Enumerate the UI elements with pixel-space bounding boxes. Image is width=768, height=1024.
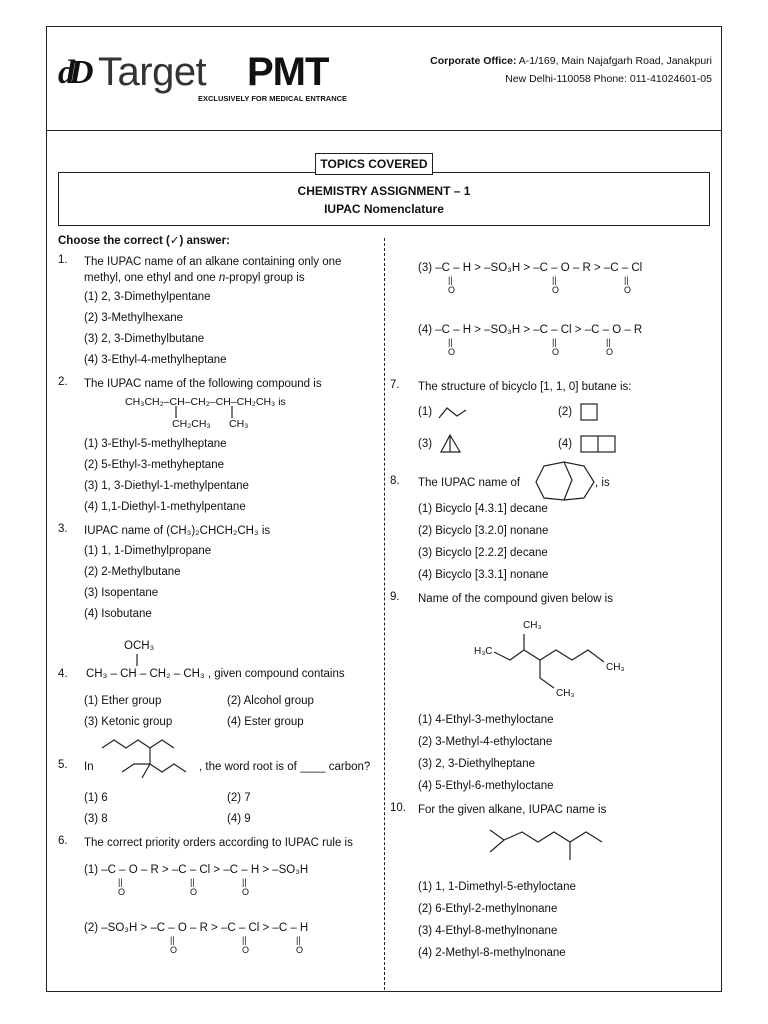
q6-opt2-carbonyl-1: || O	[170, 935, 178, 955]
q7-option-4[interactable]: (4)	[558, 438, 573, 450]
q6-opt3-carbonyl-2: || O	[552, 275, 560, 295]
q2-sub-methyl: CH₃	[229, 418, 249, 430]
q4-bond	[134, 654, 140, 668]
q8-option-1[interactable]: (1) Bicyclo [4.3.1] decane	[418, 503, 548, 515]
q5-option-4[interactable]: (4) 9	[227, 813, 251, 825]
q2-formula: CH₃CH₂–CH–CH₂–CH–CH₂CH₃ is	[125, 396, 286, 408]
q2-text: The IUPAC name of the following compound is	[84, 378, 322, 390]
q2-number: 2.	[58, 376, 68, 388]
q9-label-ch3-bottom: CH₃	[556, 688, 575, 699]
q7-opt3-bicyclic-triangle	[440, 434, 462, 454]
q9-text: Name of the compound given below is	[418, 593, 613, 605]
q9-option-1[interactable]: (1) 4-Ethyl-3-methyloctane	[418, 714, 554, 726]
q5-post: , the word root is of ____ carbon?	[199, 761, 371, 773]
q1-line2c: -propyl group is	[225, 272, 305, 284]
q1-option-4[interactable]: (4) 3-Ethyl-4-methylheptane	[84, 354, 227, 366]
logo-pmt: PMT	[247, 50, 329, 94]
q7-opt1-zigzag	[438, 404, 468, 420]
q3-number: 3.	[58, 523, 68, 535]
q3-option-3[interactable]: (3) Isopentane	[84, 587, 159, 599]
logo-mark: dD	[58, 54, 88, 91]
q2-option-1[interactable]: (1) 3-Ethyl-5-methylheptane	[84, 438, 227, 450]
office-label: Corporate Office:	[430, 55, 517, 67]
q9-option-4[interactable]: (4) 5-Ethyl-6-methyloctane	[418, 780, 554, 792]
q10-skeletal-structure	[488, 826, 612, 866]
q8-bicyclic-structure	[532, 460, 598, 502]
q10-text: For the given alkane, IUPAC name is	[418, 804, 607, 816]
q8-post: , is	[595, 477, 610, 489]
q6-option-2[interactable]: (2) –SO₃H > –C – O – R > –C – Cl > –C – H	[84, 922, 309, 934]
q10-option-4[interactable]: (4) 2-Methyl-8-methylnonane	[418, 947, 566, 959]
q4-number: 4.	[58, 668, 68, 680]
q8-option-2[interactable]: (2) Bicyclo [3.2.0] nonane	[418, 525, 549, 537]
q7-number: 7.	[390, 379, 400, 391]
q2-option-4[interactable]: (4) 1,1-Diethyl-1-methylpentane	[84, 501, 246, 513]
q6-opt4-carbonyl-3: || O	[606, 337, 614, 357]
q5-option-2[interactable]: (2) 7	[227, 792, 251, 804]
q6-opt3-carbonyl-1: || O	[448, 275, 456, 295]
q7-text: The structure of bicyclo [1, 1, 0] butane is:	[418, 381, 632, 393]
q8-pre: The IUPAC name of	[418, 477, 521, 489]
q1-option-2[interactable]: (2) 3-Methylhexane	[84, 312, 184, 324]
q1-number: 1.	[58, 254, 68, 266]
q9-label-ch3-right: CH₃	[606, 662, 625, 673]
q8-option-3[interactable]: (3) Bicyclo [2.2.2] decane	[418, 547, 548, 559]
q1-option-1[interactable]: (1) 2, 3-Dimethylpentane	[84, 291, 211, 303]
assignment-title: CHEMISTRY ASSIGNMENT – 1	[297, 184, 471, 198]
assignment-subtitle: IUPAC Nomenclature	[324, 202, 444, 216]
topics-covered-label: TOPICS COVERED	[315, 153, 433, 175]
q7-opt4-fused-squares	[580, 435, 618, 455]
q4-option-3[interactable]: (3) Ketonic group	[84, 716, 173, 728]
q7-opt2-square	[580, 403, 600, 423]
office-line2: New Delhi-110058 Phone: 011-41024601-05	[505, 73, 712, 85]
q6-opt1-carbonyl-2: || O	[190, 877, 198, 897]
q1-text	[84, 254, 382, 286]
q6-opt2-carbonyl-2: || O	[242, 935, 250, 955]
q5-skeletal-structure	[100, 738, 196, 782]
q6-opt4-carbonyl-1: || O	[448, 337, 456, 357]
q6-opt3-carbonyl-3: || O	[624, 275, 632, 295]
q4-option-1[interactable]: (1) Ether group	[84, 695, 162, 707]
q1-line2a: methyl, one ethyl and one	[84, 272, 219, 284]
q9-number: 9.	[390, 591, 400, 603]
q6-option-1[interactable]: (1) –C – O – R > –C – Cl > –C – H > –SO₃H	[84, 864, 309, 876]
q2-option-3[interactable]: (3) 1, 3-Diethyl-1-methylpentane	[84, 480, 249, 492]
q10-option-3[interactable]: (3) 4-Ethyl-8-methylnonane	[418, 925, 558, 937]
header-divider	[46, 130, 722, 131]
q6-opt1-carbonyl-1: || O	[118, 877, 126, 897]
q5-option-1[interactable]: (1) 6	[84, 792, 108, 804]
q2-option-2[interactable]: (2) 5-Ethyl-3-methyheptane	[84, 459, 224, 471]
logo-target: Target	[98, 50, 207, 94]
q6-opt1-carbonyl-3: || O	[242, 877, 250, 897]
q1-option-3[interactable]: (3) 2, 3-Dimethylbutane	[84, 333, 205, 345]
q9-option-2[interactable]: (2) 3-Methyl-4-ethyloctane	[418, 736, 553, 748]
q6-text: The correct priority orders according to IUPAC rule is	[84, 837, 353, 849]
q10-option-2[interactable]: (2) 6-Ethyl-2-methylnonane	[418, 903, 558, 915]
assignment-title-box	[58, 172, 710, 226]
q4-option-2[interactable]: (2) Alcohol group	[227, 695, 314, 707]
q9-option-3[interactable]: (3) 2, 3-Diethylheptane	[418, 758, 535, 770]
q4-formula: CH₃ – CH – CH₂ – CH₃ , given compound contains	[86, 668, 345, 680]
q1-line2b: n	[218, 272, 226, 284]
q7-option-3[interactable]: (3)	[418, 438, 433, 450]
q9-skeletal-structure	[490, 630, 610, 700]
q5-number: 5.	[58, 759, 68, 771]
q1-line2	[84, 270, 382, 286]
column-divider	[384, 238, 385, 990]
q3-option-2[interactable]: (2) 2-Methylbutane	[84, 566, 181, 578]
q9-label-h3c: H₃C	[474, 646, 493, 657]
q6-option-3[interactable]: (3) –C – H > –SO₃H > –C – O – R > –C – Cl	[418, 262, 643, 274]
q5-option-3[interactable]: (3) 8	[84, 813, 108, 825]
q9-label-ch3-top: CH₃	[523, 620, 542, 631]
q10-option-1[interactable]: (1) 1, 1-Dimethyl-5-ethyloctane	[418, 881, 576, 893]
q3-option-4[interactable]: (4) Isobutane	[84, 608, 152, 620]
q3-text: IUPAC name of (CH₃)₂CHCH₂CH₃ is	[84, 525, 271, 537]
logo-tagline: EXCLUSIVELY FOR MEDICAL ENTRANCE	[198, 94, 348, 103]
q8-option-4[interactable]: (4) Bicyclo [3.3.1] nonane	[418, 569, 549, 581]
q6-option-4[interactable]: (4) –C – H > –SO₃H > –C – Cl > –C – O – R	[418, 324, 643, 336]
q7-option-1[interactable]: (1)	[418, 406, 433, 418]
q3-option-1[interactable]: (1) 1, 1-Dimethylpropane	[84, 545, 212, 557]
q7-option-2[interactable]: (2)	[558, 406, 573, 418]
corporate-office	[430, 52, 712, 88]
office-line1: A-1/169, Main Najafgarh Road, Janakpuri	[518, 55, 712, 67]
q1-line1: The IUPAC name of an alkane containing only one	[84, 256, 342, 268]
q10-number: 10.	[390, 802, 406, 814]
q4-option-4[interactable]: (4) Ester group	[227, 716, 304, 728]
q6-opt4-carbonyl-2: || O	[552, 337, 560, 357]
q6-number: 6.	[58, 835, 68, 847]
q4-methoxy: OCH₃	[124, 640, 155, 652]
q6-opt2-carbonyl-3: || O	[296, 935, 304, 955]
q5-pre: In	[84, 761, 94, 773]
instruction: Choose the correct (✓) answer:	[58, 235, 230, 247]
q2-sub-ethyl: CH₂CH₃	[172, 418, 211, 430]
q8-number: 8.	[390, 475, 400, 487]
